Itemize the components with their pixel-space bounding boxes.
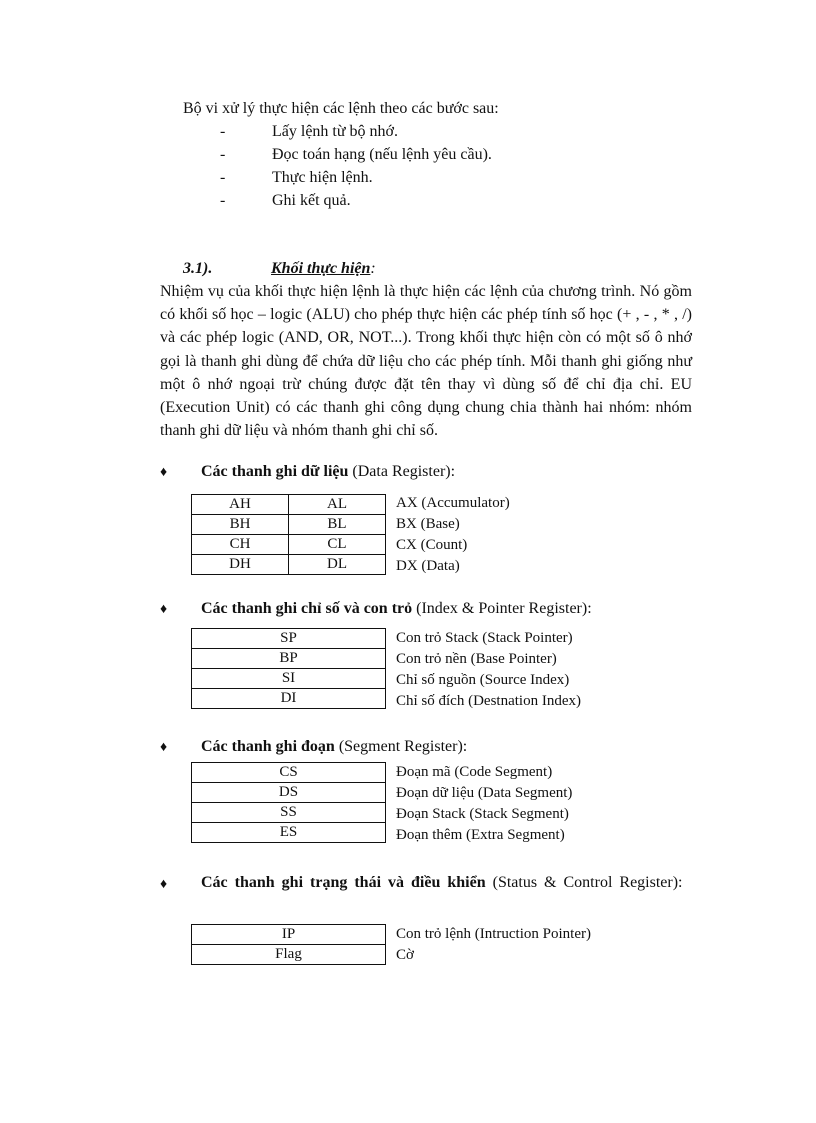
table-cell: DS — [192, 783, 386, 803]
bullet-icon: ♦ — [160, 602, 168, 617]
table-row — [192, 535, 386, 555]
list-dash: - — [220, 123, 226, 140]
bullet-icon: ♦ — [160, 465, 168, 480]
table-cell: AH — [192, 495, 289, 515]
table-row — [192, 515, 386, 535]
list-item: Lấy lệnh từ bộ nhớ. — [272, 123, 398, 140]
section-paragraph — [112, 280, 692, 442]
register-description: Con trỏ nền (Base Pointer) — [396, 651, 557, 667]
register-description: Chỉ số đích (Destnation Index) — [396, 693, 581, 709]
list-item: Thực hiện lệnh. — [272, 169, 373, 186]
segment-register-table — [191, 762, 386, 843]
heading-rest: (Index & Pointer Register): — [412, 600, 592, 617]
section-title-text: Khối thực hiện — [271, 260, 371, 277]
register-description: AX (Accumulator) — [396, 495, 510, 511]
bullet-icon: ♦ — [160, 877, 168, 892]
intro-text: Bộ vi xử lý thực hiện các lệnh theo các bước sau: — [183, 100, 499, 117]
register-description: Đoạn mã (Code Segment) — [396, 764, 553, 780]
table-cell: DH — [192, 555, 289, 575]
register-description: Con trỏ lệnh (Intruction Pointer) — [396, 926, 591, 942]
list-dash: - — [220, 146, 226, 163]
table-row — [192, 689, 386, 709]
section-number: 3.1). — [183, 260, 213, 277]
register-description: Con trỏ Stack (Stack Pointer) — [396, 630, 573, 646]
heading-bold: Các thanh ghi trạng thái và điều khiển — [201, 874, 486, 891]
list-dash: - — [220, 192, 226, 209]
table-cell: CS — [192, 763, 386, 783]
table-row — [192, 555, 386, 575]
table-row — [192, 783, 386, 803]
table-cell: AL — [289, 495, 386, 515]
register-description: Đoạn dữ liệu (Data Segment) — [396, 785, 573, 801]
section-title — [271, 258, 376, 280]
register-description: DX (Data) — [396, 558, 460, 574]
paragraph-text: Nhiệm vụ của khối thực hiện lệnh là thực hiện các lệnh của chương trình. Nó gồm có khối số học – logic (ALU) cho phép thực hiện các phép tính số học (+ , - , * , /) và các phép logic (AND, OR, NOT...). Trong khối thực hiện còn có một số ô nhớ gọi là thanh ghi dùng để chứa dữ liệu cho các phép tính. Mỗi thanh ghi giống như một ô nhớ ngoại trừ chúng được đặt tên thay vì dùng số để chỉ địa chỉ. EU (Execution Unit) có các thanh ghi công dụng chung chia thành hai nhóm: nhóm thanh ghi dữ liệu và nhóm thanh ghi chỉ số. — [160, 283, 692, 440]
table-row — [192, 945, 386, 965]
list-item: Đọc toán hạng (nếu lệnh yêu cầu). — [272, 146, 492, 163]
table-cell: SP — [192, 629, 386, 649]
table-row — [192, 629, 386, 649]
status-registers-heading — [112, 872, 692, 894]
status-register-table — [191, 924, 386, 965]
index-register-table — [191, 628, 386, 709]
table-row — [192, 669, 386, 689]
table-cell: ES — [192, 823, 386, 843]
table-cell: BP — [192, 649, 386, 669]
index-registers-heading — [201, 598, 592, 620]
register-description: Đoạn Stack (Stack Segment) — [396, 806, 569, 822]
table-cell: CH — [192, 535, 289, 555]
table-cell: DL — [289, 555, 386, 575]
table-cell: Flag — [192, 945, 386, 965]
table-cell: SI — [192, 669, 386, 689]
table-row — [192, 925, 386, 945]
register-description: CX (Count) — [396, 537, 468, 553]
table-row — [192, 649, 386, 669]
table-row — [192, 495, 386, 515]
section-title-colon: : — [370, 260, 376, 277]
data-register-table — [191, 494, 386, 575]
list-item: Ghi kết quả. — [272, 192, 351, 209]
heading-rest: (Status & Control Register): — [485, 874, 683, 891]
register-description: Cờ — [396, 947, 414, 963]
register-description: BX (Base) — [396, 516, 460, 532]
table-row — [192, 823, 386, 843]
table-cell: CL — [289, 535, 386, 555]
heading-rest: (Data Register): — [348, 463, 456, 480]
table-cell: DI — [192, 689, 386, 709]
register-description: Chỉ số nguồn (Source Index) — [396, 672, 570, 688]
heading-rest: (Segment Register): — [334, 738, 468, 755]
table-cell: SS — [192, 803, 386, 823]
list-dash: - — [220, 169, 226, 186]
heading-bold: Các thanh ghi chỉ số và con trỏ — [201, 600, 413, 617]
table-row — [192, 763, 386, 783]
table-cell: BH — [192, 515, 289, 535]
table-row — [192, 803, 386, 823]
heading-bold: Các thanh ghi dữ liệu — [201, 463, 349, 480]
data-registers-heading — [201, 461, 455, 483]
register-description: Đoạn thêm (Extra Segment) — [396, 827, 565, 843]
bullet-icon: ♦ — [160, 740, 168, 755]
segment-registers-heading — [201, 736, 467, 758]
table-cell: IP — [192, 925, 386, 945]
table-cell: BL — [289, 515, 386, 535]
heading-bold: Các thanh ghi đoạn — [201, 738, 335, 755]
